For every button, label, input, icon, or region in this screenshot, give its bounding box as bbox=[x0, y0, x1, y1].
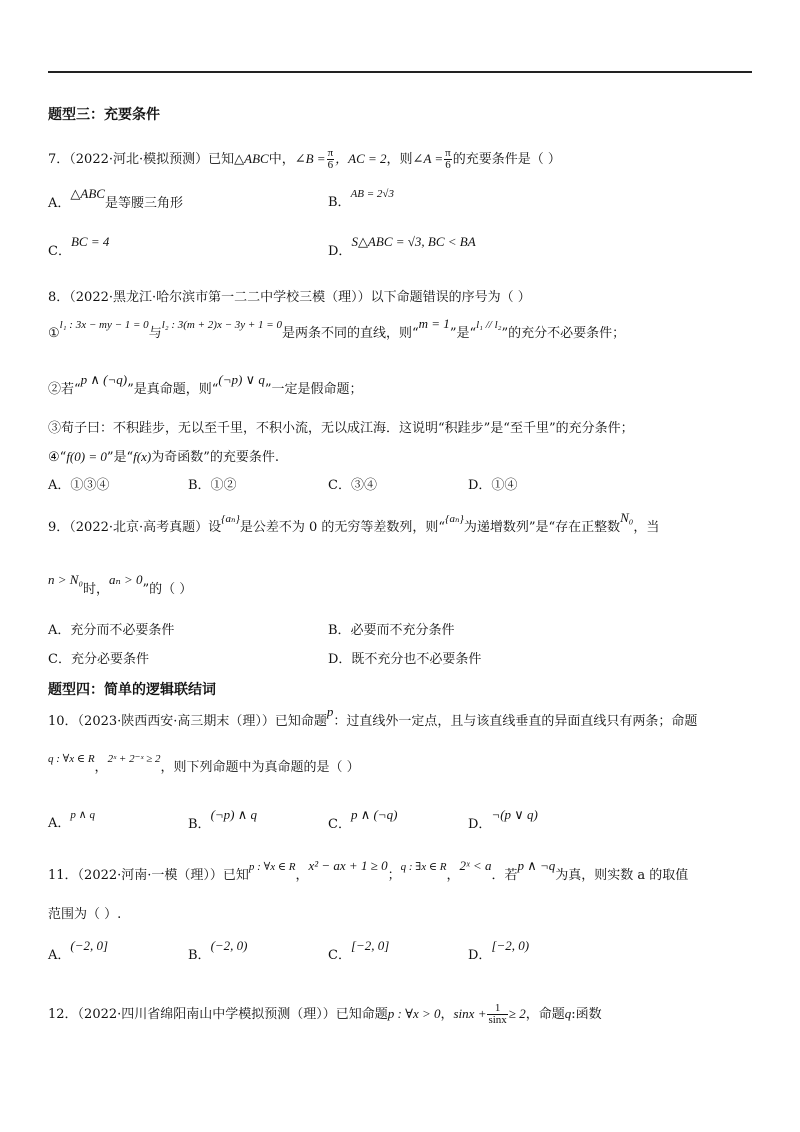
question-8-option-d: D．①④ bbox=[468, 478, 518, 493]
question-10-option-b: B．(¬p) ∧ q bbox=[188, 807, 258, 832]
question-11-option-b: B．(−2, 0) bbox=[188, 938, 248, 963]
question-8-option-c: C．③④ bbox=[328, 478, 377, 493]
question-8-option-b: B．①② bbox=[188, 478, 237, 493]
fraction-1-over-sinx: $\frac{1}{\sin x}$ bbox=[488, 1002, 507, 1026]
question-12-stem: 12．（2022·四川省绵阳南山中学模拟预测（理））已知命题p : ∀x > 0，sinx + $\frac{1}{\sin x}$ ≥ 2，命题q:函数 bbox=[48, 1002, 602, 1026]
question-7-stem: 7．（2022·河北·模拟预测）已知△ABC中，∠B = $\frac{\pi}{6}$ ，AC = 2，则∠A = $\frac{\pi}{6}$ 的充要条件是（ ） bbox=[48, 147, 561, 171]
question-7-option-a: A．△ABC是等腰三角形 bbox=[48, 186, 183, 211]
question-11-option-d: D．[−2, 0) bbox=[468, 938, 530, 963]
question-9-option-c: C．充分必要条件 bbox=[48, 652, 149, 667]
question-8-statement-4: ④“f(0) = 0”是“f(x)为奇函数”的充要条件. bbox=[48, 449, 279, 465]
question-11-option-c: C．[−2, 0] bbox=[328, 938, 390, 963]
triangle-abc: △ABC bbox=[234, 151, 269, 166]
question-10-option-a: A．$^{p \wedge q}$ bbox=[48, 809, 95, 831]
section-title-3: 题型三：充要条件 bbox=[48, 107, 160, 123]
question-9-stem: 9．（2022·北京·高考真题）设$^{\{a_n\}}$是公差不为 0 的无穷等差数列，则“$^{\{a_n\}}$为递增数列”是“存在正整数N₀，当 bbox=[48, 510, 660, 535]
question-9-option-a: A．充分而不必要条件 bbox=[48, 623, 175, 638]
question-7-option-c: C．BC = 4 bbox=[48, 234, 110, 259]
question-10-option-d: D．¬(p ∨ q) bbox=[468, 807, 538, 832]
section-title-4: 题型四：简单的逻辑联结词 bbox=[48, 682, 216, 698]
top-rule bbox=[48, 71, 752, 73]
question-8-option-a: A．①③④ bbox=[48, 478, 110, 493]
question-11-stem: 11．（2022·河南·一模（理））已知$^{p : \forall x \in R}$，x² − ax + 1 ≥ 0；$^{q : \exists x \in R}$，2ˣ < a．若p ∧ ¬q为真，则实数 a 的取值 bbox=[48, 858, 689, 883]
question-9-stem-line-2: n > N₀时，aₙ > 0”的（ ） bbox=[48, 572, 193, 597]
question-11-option-a: A．(−2, 0] bbox=[48, 938, 109, 963]
fraction-pi-6-b: $\frac{\pi}{6}$ bbox=[445, 147, 451, 171]
question-8-stem: 8．（2022·黑龙江·哈尔滨市第一二二中学校三模（理））以下命题错误的序号为（ ） bbox=[48, 290, 531, 305]
question-8-statement-3: ③荀子曰：不积跬步，无以至千里，不积小流，无以成江海．这说明“积跬步”是“至千里”的充分条件； bbox=[48, 421, 634, 436]
question-11-stem-line-2: 范围为（ ）. bbox=[48, 907, 122, 922]
question-10-stem: 10．（2023·陕西西安·高三期末（理））已知命题p：过直线外一定点，且与该直线垂直的异面直线只有两条；命题 bbox=[48, 704, 698, 729]
question-8-statement-2: ②若“p ∧ (¬q)”是真命题，则“(¬p) ∨ q”一定是假命题； bbox=[48, 372, 363, 397]
fraction-pi-6: $\frac{\pi}{6}$ bbox=[327, 147, 334, 171]
question-9-option-d: D．既不充分也不必要条件 bbox=[328, 652, 482, 667]
question-8-statement-1: ①$^{l_1 : 3x - my - 1 = 0}$与$^{l_2 : 3(m + 2)x - 3y + 1 = 0}$是两条不同的直线，则“m = 1”是“$^{l_1 // l_2}$”的充分不必要条件； bbox=[48, 316, 626, 341]
question-9-option-b: B．必要而不充分条件 bbox=[328, 623, 455, 638]
question-7-option-b: B．$^{AB = 2√3}$ bbox=[328, 188, 394, 210]
question-7-option-d: D．S△ABC = √3, BC < BA bbox=[328, 234, 476, 259]
question-10-option-c: C．p ∧ (¬q) bbox=[328, 807, 398, 832]
question-10-stem-line-2: $^{q : \forall x \in R}$，$^{2ˣ + 2^-ˣ \ge 2}$，则下列命题中为真命题的是（ ） bbox=[48, 753, 360, 775]
